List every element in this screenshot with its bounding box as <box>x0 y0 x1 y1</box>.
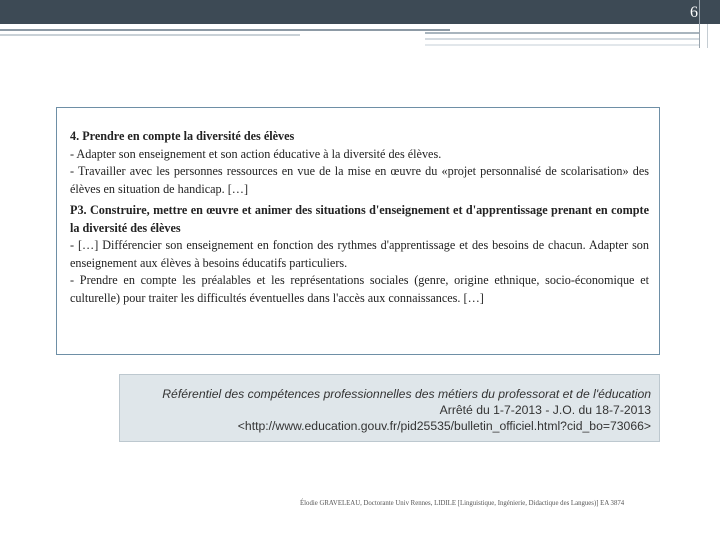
item4-heading: 4. Prendre en compte la diversité des élèves <box>70 129 295 143</box>
right-divider-line <box>699 0 700 48</box>
reference-box <box>119 374 660 442</box>
item4-line-2: - Travailler avec les personnes ressources en vue de la mise en œuvre du «projet personnalisé de scolarisation» des élèves en situation de handicap. […] <box>70 164 649 196</box>
p3-line-1: - […] Différencier son enseignement en fonction des rythmes d'apprentissage et des besoins de chacun. Adapter son enseignement aux élèves à besoins éducatifs particuliers. <box>70 238 649 270</box>
reference-url[interactable]: <http://www.education.gouv.fr/pid25535/bulletin_officiel.html?cid_bo=73066> <box>237 419 651 433</box>
p3-heading: P3. Construire, mettre en œuvre et animer des situations d'enseignement et d'apprentissage prenant en compte la diversité des élèves <box>70 203 649 235</box>
footer-credit: Élodie GRAVELEAU, Doctorante Univ Rennes, LIDILE [Linguistique, Ingénierie, Didactique des Langues)] EA 3874 <box>300 500 625 507</box>
item4-line-1: - Adapter son enseignement et son action éducative à la diversité des élèves. <box>70 146 442 161</box>
slide-number: 6 <box>690 4 698 21</box>
quote-box <box>56 107 660 355</box>
decorative-stripes <box>0 25 720 47</box>
right-divider-line-secondary <box>707 24 708 48</box>
p3-line-2: - Prendre en compte les préalables et les représentations sociales (genre, origine ethnique, socio-économique et culturelle) pour traiter les difficultés éventuelles dans l'accès aux connaissances. […] <box>70 273 649 305</box>
top-banner <box>0 0 720 24</box>
reference-date: Arrêté du 1-7-2013 - J.O. du 18-7-2013 <box>439 403 651 417</box>
reference-title: Référentiel des compétences professionnelles des métiers du professorat et de l'éducation <box>162 387 651 401</box>
